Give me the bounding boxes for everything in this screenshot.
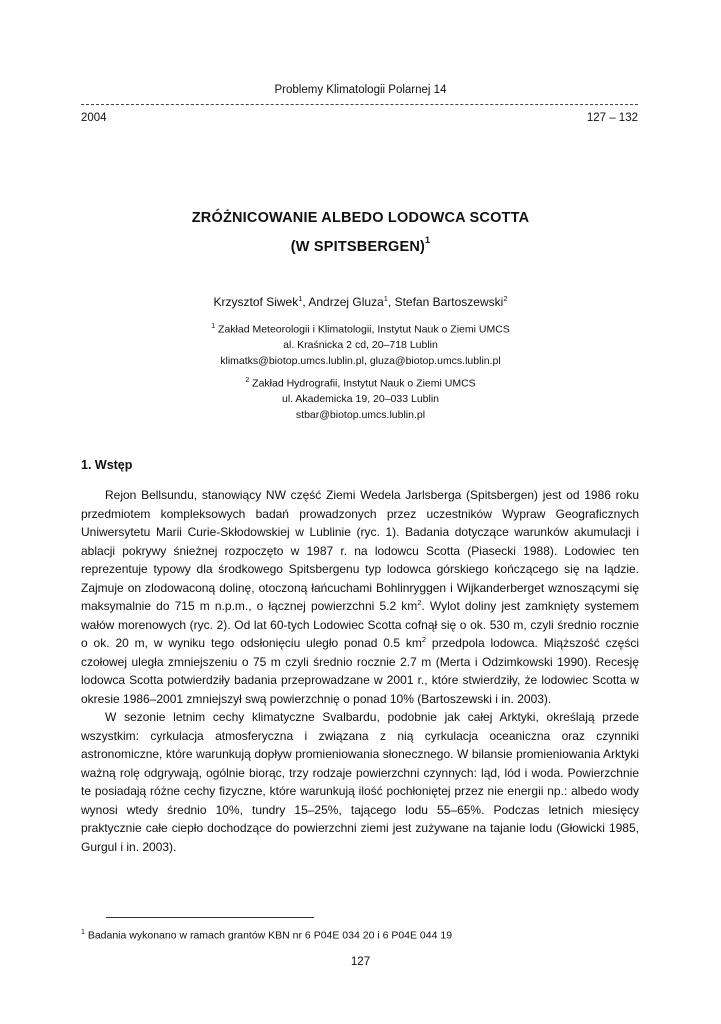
author-2: , Andrzej Gluza [302, 295, 384, 309]
footnote-mark: 1 [81, 929, 85, 936]
paragraph-1-part-b: . Wylot doliny jest zamknięty systemem wałów morenowych (ryc. 2). Od lat 60-tych Lodowiec Scotta cofnął się o ok. 530 m, czyli średnio rocznie o ok. 20 m, w wyniku tego odsłonięciu uległo ponad 0.5 km [81, 599, 640, 650]
page-number: 127 [350, 956, 371, 968]
footnote-rule [106, 917, 314, 918]
author-3: , Stefan Bartoszewski [387, 295, 504, 309]
affiliation-1-line-1 [0, 319, 721, 338]
affiliation-1-address: al. Kraśnicka 2 cd, 20–718 Lublin [283, 339, 438, 352]
header-page-range: 127 – 132 [586, 112, 638, 124]
affiliation-2-address: ul. Akademicka 19, 20–033 Lublin [281, 393, 440, 406]
author-1: Krzysztof Siwek [213, 295, 299, 309]
affiliation-1-institute: Zakład Meteorologii i Klimatologii, Instytut Nauk o Ziemi UMCS [215, 323, 510, 336]
title-footnote-mark: 1 [425, 235, 431, 245]
author-list [0, 294, 721, 309]
section-body [81, 486, 639, 856]
affiliation-1-emails: klimatks@biotop.umcs.lublin.pl, gluza@biotop.umcs.lublin.pl [220, 354, 501, 367]
header-year: 2004 [81, 112, 107, 124]
affiliation-1-mark: 1 [211, 323, 216, 330]
title-line-2-text: (W SPITSBERGEN) [290, 238, 426, 255]
affiliation-1 [0, 319, 721, 369]
paragraph-1-part-a: Rejon Bellsundu, stanowiący NW część Ziemi Wedela Jarlsberga (Spitsbergen) jest od 1986 roku przedmiotem kompleksowych badań prowadzonych przez uczestników Wypraw Geograficznych Uniwersytetu Marii Curie-Skłodowskiej w Lublinie (ryc. 1). Badania dotyczące warunków akumulacji i ablacji pokrywy śnieżnej rozpoczęto w 1987 r. na lodowcu Scotta (Piasecki 1988). Lodowiec ten reprezentuje typowy dla środkowego Spitsbergenu typ lodowca górskiego kończącego się na lądzie. Zajmuje on zlodowaconą dolinę, otoczoną łańcuchami Bohlinryggen i Wijkanderberget wznoszącymi się maksymalnie do 715 m n.p.m., o łącznej powierzchni 5.2 km [81, 488, 639, 613]
affiliation-2-institute: Zakład Hydrografii, Instytut Nauk o Ziemi UMCS [249, 377, 476, 390]
footnote-text: Badania wykonano w ramach grantów KBN nr 6 P04E 034 20 i 6 P04E 044 19 [84, 929, 453, 942]
km2-superscript-1: 2 [417, 598, 422, 607]
affiliation-2-line-1 [0, 373, 721, 392]
running-header-journal: Problemy Klimatologii Polarnej 14 [274, 84, 447, 96]
footnote [81, 929, 452, 942]
section-heading: 1. Wstęp [81, 458, 133, 472]
paragraph-1 [81, 486, 639, 708]
affiliation-2 [0, 373, 721, 423]
paragraph-2: W sezonie letnim cechy klimatyczne Svalbardu, podobnie jak całej Arktyki, określają przede wszystkim: cyrkulacja atmosferyczna i związana z nią cyrkulacja oceaniczna oraz czynniki astronomiczne, które warunkują dopływ promieniowania słonecznego. W bilansie promieniowania Arktyki ważną rolę odgrywają, ogólnie biorąc, trzy rodzaje powierzchni czynnych: ląd, lód i woda. Powierzchnie te posiadają różne cechy fizyczne, które warunkują ilość pochłoniętej przez nie energii np.: albedo wody wynosi wtedy średnio 10%, tundry 15–25%, tającego lodu 55–65%. Podczas letnich miesięcy praktycznie całe ciepło dochodzące do powierzchni ziemi jest zużywane na tajanie lodu (Głowicki 1985, Gurgul i in. 2003). [81, 710, 639, 854]
author-1-mark: 1 [298, 294, 303, 303]
paragraph-1-part-c: przedpola lodowca. Miąższość części czołowej uległa zmniejszeniu o 75 m czyli średnio rocznie 2.7 m (Merta i Odzimkowski 1990). Recesję lodowca Scotta potwierdziły badania przeprowadzane w 2001 r., które stwierdziły, że lodowiec Scotta w okresie 1986–2001 zmniejszył swą powierzchnię o ponad 10% (Bartoszewski i in. 2003). [81, 636, 639, 706]
affiliation-2-mark: 2 [245, 377, 250, 384]
author-3-mark: 2 [503, 294, 508, 303]
author-2-mark: 1 [383, 294, 388, 303]
affiliation-2-email: stbar@biotop.umcs.lublin.pl [295, 408, 426, 421]
km2-superscript-2: 2 [421, 635, 427, 644]
title-line-2 [0, 230, 721, 259]
header-rule [81, 104, 638, 105]
article-title [0, 206, 721, 259]
title-line-1: ZRÓŻNICOWANIE ALBEDO LODOWCA SCOTTA [191, 210, 530, 226]
